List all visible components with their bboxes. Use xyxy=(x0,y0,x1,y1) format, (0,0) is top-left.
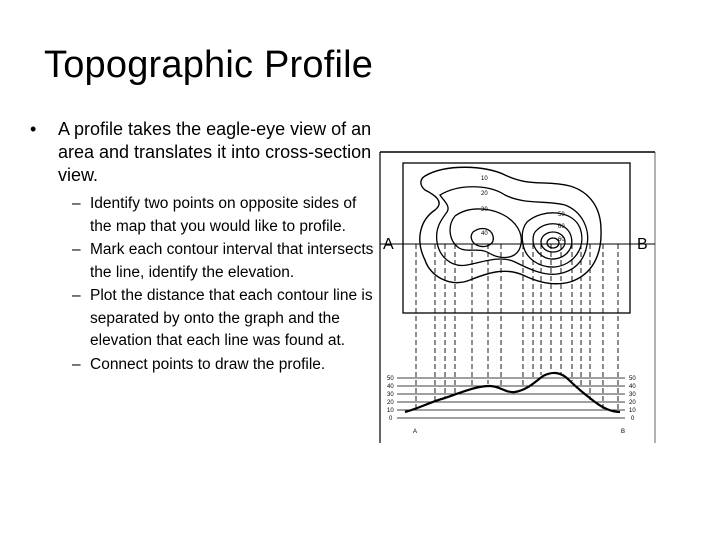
profile-axis-label-right: 0 xyxy=(631,416,635,422)
sub-bullet-list xyxy=(30,193,375,376)
contour-20 xyxy=(437,187,588,275)
profile-label-b: B xyxy=(621,429,626,435)
endpoint-a-label: A xyxy=(383,236,394,253)
sub-bullet xyxy=(72,239,375,284)
topographic-figure-svg xyxy=(375,150,660,445)
sub-bullet-text: Mark each contour interval that intersects the line, identify the elevation. xyxy=(90,241,374,281)
profile-axis-label-left: 0 xyxy=(389,416,393,422)
profile-axis-label-right: 10 xyxy=(629,408,636,414)
profile-curve xyxy=(405,373,620,412)
topographic-profile-figure xyxy=(375,150,660,445)
profile-axis-label-left: 30 xyxy=(387,392,394,398)
contour-label: 10 xyxy=(481,176,488,182)
endpoint-b-label: B xyxy=(637,236,648,253)
contour-label: 30 xyxy=(481,207,488,213)
contour-label: 50 xyxy=(558,212,565,218)
contour-label: 60 xyxy=(558,224,565,230)
profile-axis-label-right: 40 xyxy=(629,384,636,390)
contour-label: 60 xyxy=(558,237,565,243)
main-bullet-text: A profile takes the eagle-eye view of an area and translates it into cross-section view. xyxy=(58,119,372,185)
main-bullet xyxy=(30,118,375,187)
contour-label: 40 xyxy=(481,231,488,237)
sub-bullet xyxy=(72,193,375,238)
slide-title: Topographic Profile xyxy=(44,44,374,86)
profile-axis-label-right: 50 xyxy=(629,376,636,382)
profile-axis-label-left: 40 xyxy=(387,384,394,390)
contour-50 xyxy=(533,224,572,259)
profile-label-a: A xyxy=(413,429,418,435)
profile-axis-label-left: 50 xyxy=(387,376,394,382)
sub-bullet-dash: – xyxy=(72,241,81,258)
contour-label: 20 xyxy=(481,191,488,197)
sub-bullet-text: Connect points to draw the profile. xyxy=(90,355,326,373)
profile-axis-label-left: 20 xyxy=(387,400,394,406)
sub-bullet xyxy=(72,285,375,353)
projection-lines xyxy=(416,244,618,412)
bullet-dot: • xyxy=(30,119,37,139)
bullet-list xyxy=(30,118,375,377)
profile-axis-label-right: 30 xyxy=(629,392,636,398)
sub-bullet xyxy=(72,354,375,377)
contour-10 xyxy=(420,167,601,284)
sub-bullet-dash: – xyxy=(72,287,81,304)
profile-axis-label-right: 20 xyxy=(629,400,636,406)
profile-axis-label-left: 10 xyxy=(387,408,394,414)
sub-bullet-text: Identify two points on opposite sides of the map that you would like to profile. xyxy=(90,195,357,235)
sub-bullet-dash: – xyxy=(72,195,81,212)
sub-bullet-text: Plot the distance that each contour line is separated by onto the graph and the elevation that each line was found at. xyxy=(90,287,373,349)
sub-bullet-dash: – xyxy=(72,355,81,373)
